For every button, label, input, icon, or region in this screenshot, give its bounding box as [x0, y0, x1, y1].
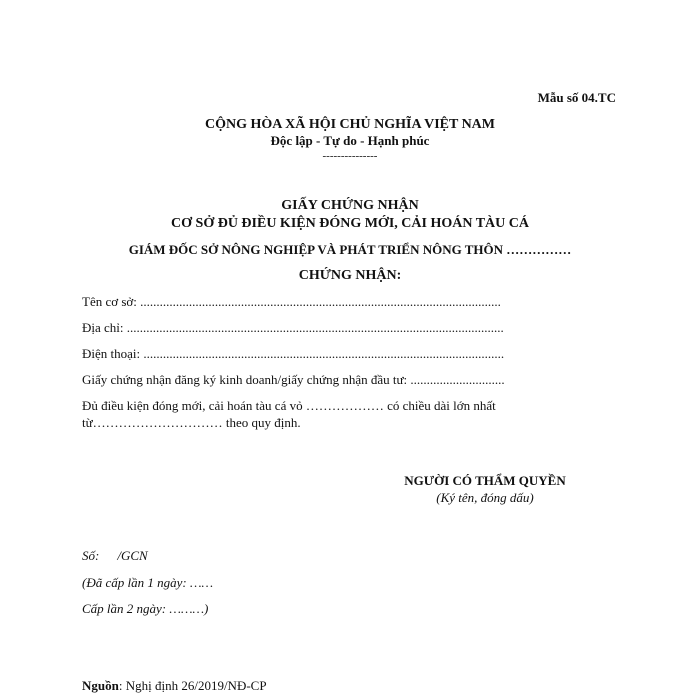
second-issue-date: Cấp lần 2 ngày: ………): [82, 601, 209, 616]
signer-title: NGƯỜI CÓ THẨM QUYỀN: [404, 473, 566, 488]
certificate-number: [82, 548, 148, 564]
signature-note: (Ký tên, đóng dấu): [436, 490, 534, 505]
condition-line-2: từ………………………… theo quy định.: [82, 415, 301, 430]
condition-line-1: Đủ điều kiện đóng mới, cải hoán tàu cá vỏ ……………… có chiều dài lớn nhất: [82, 398, 496, 413]
number-label: Số:: [82, 548, 100, 563]
header-separator: ---------------: [322, 150, 378, 162]
source-text: : Nghị định 26/2019/NĐ-CP: [118, 678, 267, 693]
facility-name-field: Tên cơ sở: ...............................................................................................................: [82, 294, 501, 309]
document-subtitle: CƠ SỞ ĐỦ ĐIỀU KIỆN ĐÓNG MỚI, CẢI HOÁN TÀU CÁ: [171, 216, 529, 231]
source-label: Nguồn: [82, 678, 119, 693]
source-note: [82, 678, 267, 694]
nation-heading: CỘNG HÒA XÃ HỘI CHỦ NGHĨA VIỆT NAM: [204, 117, 495, 132]
phone-field: Điện thoại: ...............................................................................................................: [82, 346, 505, 361]
business-cert-field: Giấy chứng nhận đăng ký kinh doanh/giấy chứng nhận đầu tư: .............................: [82, 372, 505, 387]
number-suffix: /GCN: [117, 548, 148, 563]
certifies-heading: CHỨNG NHẬN:: [298, 268, 402, 283]
address-field: Địa chỉ: ....................................................................................................................: [82, 320, 504, 335]
motto: Độc lập - Tự do - Hạnh phúc: [270, 133, 430, 148]
form-code: Mẫu số 04.TC: [537, 90, 616, 105]
issuing-authority: GIÁM ĐỐC SỞ NÔNG NGHIỆP VÀ PHÁT TRIỂN NÔNG THÔN ……………: [128, 242, 572, 257]
document-title: GIẤY CHỨNG NHẬN: [281, 198, 419, 213]
first-issue-date: (Đã cấp lần 1 ngày: ……: [82, 575, 214, 590]
